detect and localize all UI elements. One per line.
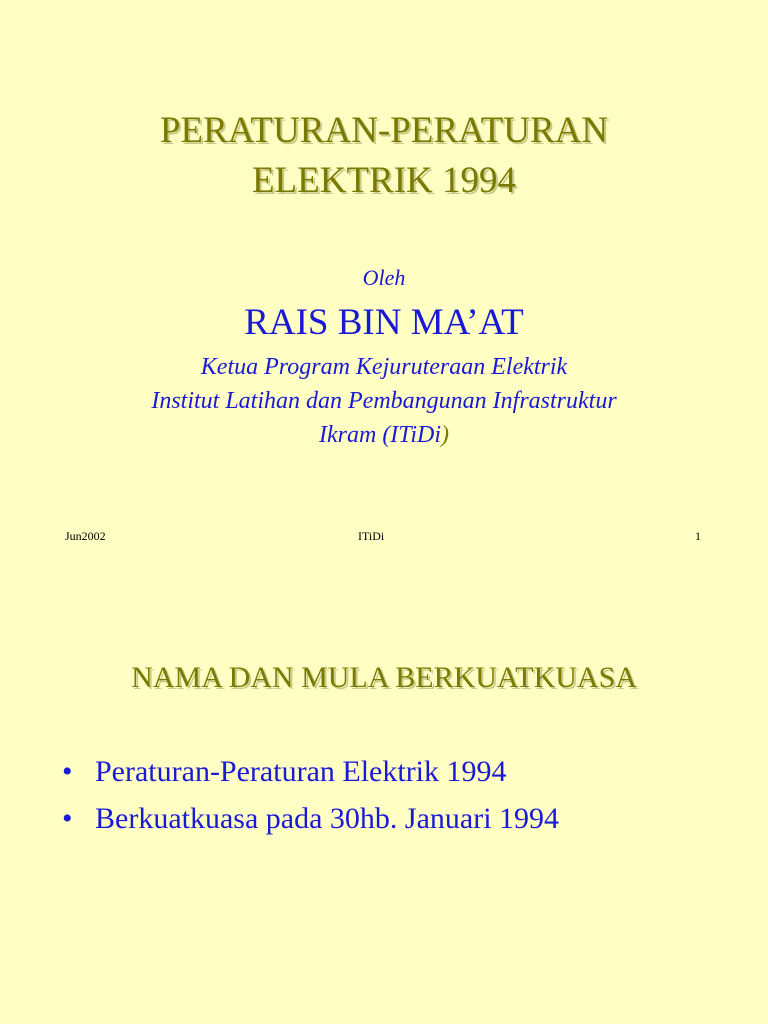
oleh-label: Oleh <box>362 265 406 290</box>
bullet-dot-icon: • <box>62 755 73 788</box>
affiliation-line-3-main: Ikram (ITiDi <box>319 422 441 448</box>
affiliation-line-1: Ketua Program Kejuruteraan Elektrik <box>200 354 568 380</box>
bullet-dot-icon: • <box>62 802 73 835</box>
bullet-list <box>62 748 559 842</box>
author-name: RAIS BIN MA’AT <box>244 302 524 343</box>
slide-2-title: NAMA DAN MULA BERKUATKUASA <box>131 661 637 694</box>
footer-page-number: 1 <box>695 529 701 543</box>
title-line-2: ELEKTRIK 1994 <box>251 160 517 201</box>
bullet-item <box>62 748 559 795</box>
bullet-item <box>62 795 559 842</box>
affiliation-closing-paren: ) <box>441 422 449 448</box>
bullet-text: Peraturan-Peraturan Elektrik 1994 <box>95 755 507 788</box>
slide-2 <box>0 576 768 1024</box>
title-line-1: PERATURAN-PERATURAN <box>159 110 609 151</box>
affiliation-line-2: Institut Latihan dan Pembangunan Infrastruktur <box>151 388 617 414</box>
affiliation-line-3 <box>0 418 768 452</box>
slide-1-title <box>0 106 768 206</box>
footer-organization: ITiDi <box>358 529 385 543</box>
footer-date: Jun2002 <box>65 529 106 543</box>
bullet-text: Berkuatkuasa pada 30hb. Januari 1994 <box>95 802 560 835</box>
